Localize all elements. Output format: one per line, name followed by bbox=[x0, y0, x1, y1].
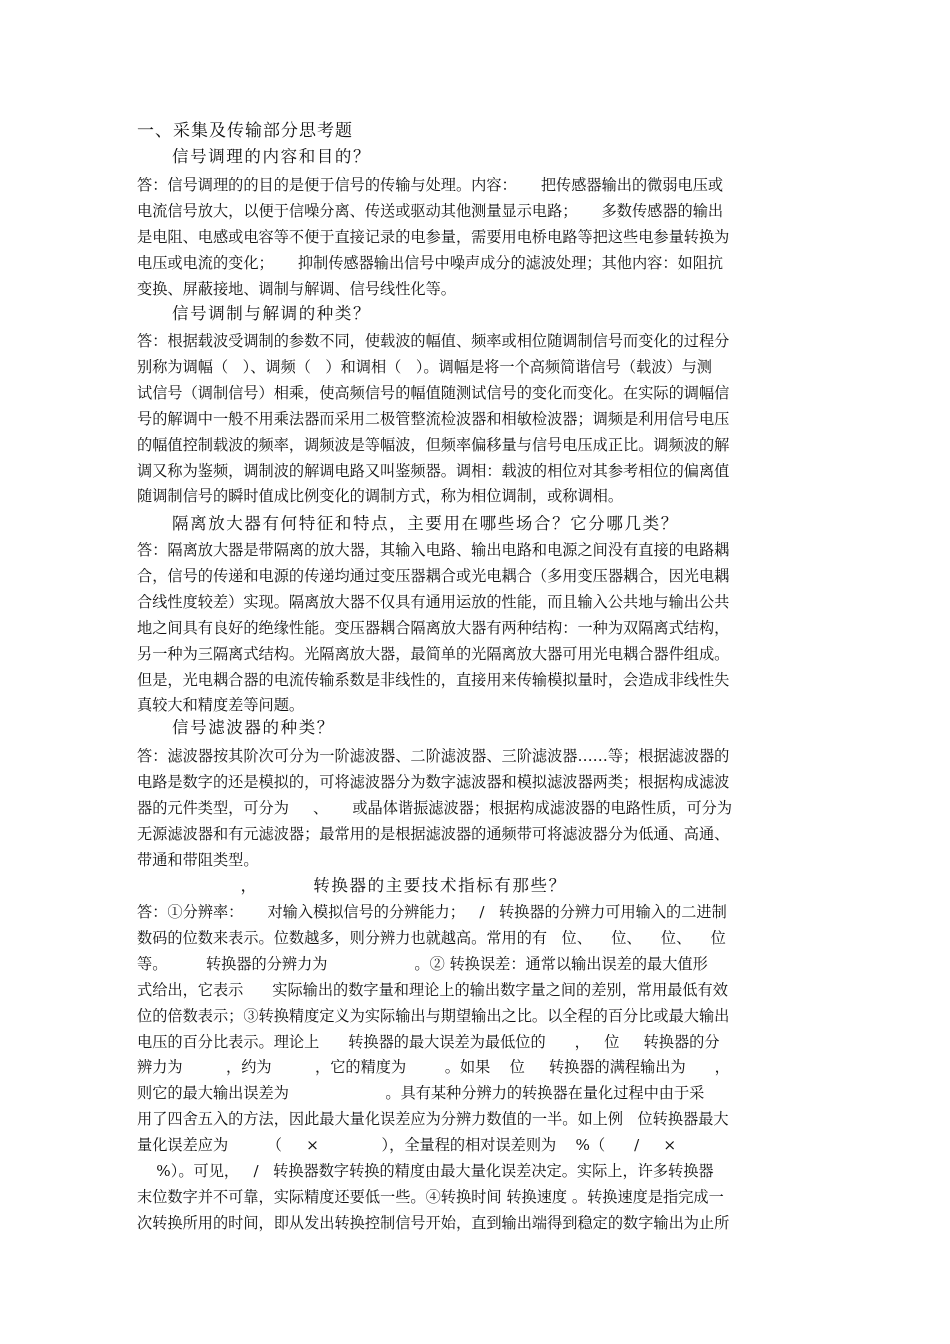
answer-line: 辨力为 ，约为 ，它的精度为 。如果 位 转换器的满程输出为 ， bbox=[137, 1058, 730, 1077]
answer-line: 另一种为三隔离式结构。光隔离放大器，最简单的光隔离放大器可用光电耦合器件组成。 bbox=[137, 644, 730, 663]
answer-line: 无源滤波器和有元滤波器；最常用的是根据滤波器的通频带可将滤波器分为低通、高通、 bbox=[137, 824, 730, 843]
answer-line: 调又称为鉴频，调制波的解调电路又叫鉴频器。调相：载波的相位对其参考相位的偏离值 bbox=[137, 461, 730, 480]
question-heading: 信号调理的内容和目的？ bbox=[172, 147, 372, 166]
question-heading: 隔离放大器有何特征和特点，主要用在哪些场合？它分哪几类？ bbox=[172, 514, 679, 533]
answer-line: 地之间具有良好的绝缘性能。变压器耦合隔离放大器有两种结构：一种为双隔离式结构， bbox=[137, 618, 730, 637]
answer-line: 用了四舍五入的方法，因此最大量化误差应为分辨力数值的一半。如上例 位转换器最大 bbox=[137, 1110, 729, 1129]
answer-line: 带通和带阻类型。 bbox=[137, 850, 259, 869]
answer-line: 真较大和精度差等问题。 bbox=[137, 696, 305, 715]
answer-line: 答：根据载波受调制的参数不同，使载波的幅值、频率或相位随调制信号而变化的过程分 bbox=[137, 332, 730, 350]
answer-line: 但是，光电耦合器的电流传输系数是非线性的，直接用来传输模拟量时，会造成非线性失 bbox=[137, 670, 730, 689]
answer-line: 次转换所用的时间，即从发出转换控制信号开始，直到输出端得到稳定的数字输出为止所 bbox=[137, 1213, 730, 1232]
answer-line: 号的解调中一般不用乘法器而采用二极管整流检波器和相敏检波器；调频是利用信号电压 bbox=[137, 409, 730, 428]
question-heading: 信号滤波器的种类？ bbox=[172, 718, 335, 737]
answer-line: 则它的最大输出误差为 。具有某种分辨力的转换器在量化过程中由于采 bbox=[137, 1084, 705, 1103]
answer-line: 电流信号放大，以便于信噪分离、传送或驱动其他测量显示电路； 多数传感器的输出 bbox=[137, 201, 724, 220]
answer-line: 合，信号的传递和电源的传递均通过变压器耦合或光电耦合（多用变压器耦合，因光电耦 bbox=[137, 566, 730, 585]
answer-line: 别称为调幅（ ）、调频（ ）和调相（ ）。调幅是将一个高频简谐信号（载波）与测 bbox=[137, 357, 712, 376]
answer-line: 随调制信号的瞬时值成比例变化的调制方式，称为相位调制，或称调相。 bbox=[137, 487, 623, 506]
answer-line: 是电阻、电感或电容等不便于直接记录的电参量，需要用电桥电路等把这些电参量转换为 bbox=[137, 227, 730, 246]
answer-line: 答：信号调理的的目的是便于信号的传输与处理。内容： 把传感器输出的微弱电压或 bbox=[137, 176, 724, 194]
section-title: 一、采集及传输部分思考题 bbox=[137, 121, 353, 141]
answer-line: 变换、屏蔽接地、调制与解调、信号线性化等。 bbox=[137, 279, 456, 298]
answer-line: %）。可见， / 转换器数字转换的精度由最大量化误差决定。实际上，许多转换器 bbox=[137, 1162, 714, 1180]
answer-line: 数码的位数来表示。位数越多，则分辨力也就越高。常用的有 位、 位、 位、 位 bbox=[137, 928, 726, 947]
answer-line: 答：滤波器按其阶次可分为一阶滤波器、二阶滤波器、三阶滤波器……等；根据滤波器的 bbox=[137, 747, 730, 765]
answer-line: 等。 转换器的分辨力为 。② 转换误差：通常以输出误差的最大值形 bbox=[137, 954, 708, 973]
answer-line: 电压的百分比表示。理论上 转换器的最大误差为最低位的 ， 位 转换器的分 bbox=[137, 1032, 720, 1051]
answer-line: 试信号（调制信号）相乘，使高频信号的幅值随测试信号的变化而变化。在实际的调幅信 bbox=[137, 383, 730, 402]
answer-line: 器的元件类型，可分为 、 或晶体谐振滤波器；根据构成滤波器的电路性质，可分为 bbox=[137, 798, 733, 817]
answer-line: 电压或电流的变化； 抑制传感器输出信号中噪声成分的滤波处理；其他内容：如阻抗 bbox=[137, 253, 724, 272]
answer-line: 式给出，它表示 实际输出的数字量和理论上的输出数字量之间的差别，常用最低有效 bbox=[137, 980, 728, 999]
answer-line: 电路是数字的还是模拟的，可将滤波器分为数字滤波器和模拟滤波器两类；根据构成滤波 bbox=[137, 772, 730, 791]
answer-line: 位的倍数表示；③转换精度定义为实际输出与期望输出之比。以全程的百分比或最大输出 bbox=[137, 1006, 730, 1025]
question-heading: ， 转换器的主要技术指标有那些？ bbox=[172, 876, 567, 895]
answer-line: 答：①分辨率： 对输入模拟信号的分辨能力； / 转换器的分辨力可用输入的二进制 bbox=[137, 903, 727, 921]
answer-line: 合线性度较差）实现。隔离放大器不仅具有通用运放的性能，而且输入公共地与输出公共 bbox=[137, 592, 730, 611]
answer-line: 末位数字并不可靠，实际精度还要低一些。④转换时间 转换速度 。转换速度是指完成一 bbox=[137, 1187, 724, 1206]
answer-line: 答：隔离放大器是带隔离的放大器，其输入电路、输出电路和电源之间没有直接的电路耦 bbox=[137, 541, 730, 559]
answer-line: 的幅值控制载波的频率，调频波是等幅波，但频率偏移量与信号电压成正比。调频波的解 bbox=[137, 435, 730, 454]
question-heading: 信号调制与解调的种类？ bbox=[172, 304, 372, 323]
answer-line: 量化误差应为 （ × ），全量程的相对误差则为 %（ / × bbox=[137, 1136, 677, 1155]
